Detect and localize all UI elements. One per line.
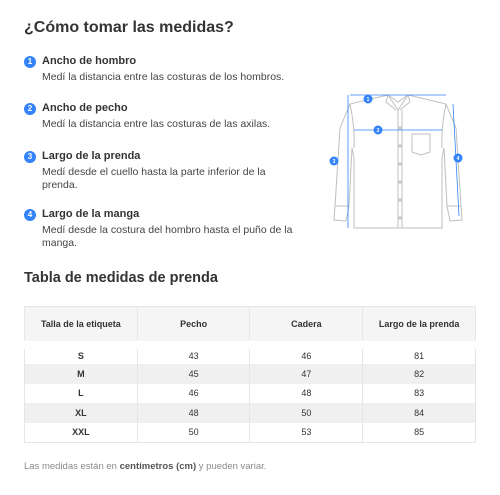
- footnote-units: centímetros (cm): [119, 461, 197, 472]
- cell-size: XL: [25, 403, 138, 423]
- cell-chest: 45: [137, 364, 250, 384]
- cell-length: 81: [363, 345, 476, 365]
- marker-2: 2: [376, 127, 380, 134]
- marker-1: 1: [366, 96, 370, 103]
- step-number-badge: 2: [24, 103, 36, 115]
- cell-chest: 43: [137, 345, 250, 365]
- footnote-text: Las medidas están en: [24, 461, 120, 472]
- column-header-chest: Pecho: [137, 307, 250, 345]
- table-row: [25, 345, 476, 365]
- cell-chest: 50: [137, 423, 250, 443]
- step-title: Ancho de hombro: [42, 55, 137, 67]
- size-table-title: Tabla de medidas de prenda: [24, 270, 218, 286]
- cell-hip: 47: [250, 364, 363, 384]
- cell-chest: 46: [137, 384, 250, 404]
- shirt-measurement-illustration: [328, 88, 468, 233]
- cell-size: L: [25, 384, 138, 404]
- table-header-row: [25, 307, 476, 345]
- step-description: Medí la distancia entre las costuras de las axilas.: [42, 118, 271, 130]
- table-row: [25, 423, 476, 443]
- page-title: ¿Cómo tomar las medidas?: [24, 19, 234, 36]
- cell-length: 84: [363, 403, 476, 423]
- cell-length: 83: [363, 384, 476, 404]
- units-footnote: [24, 461, 266, 472]
- step-title: Largo de la manga: [42, 208, 140, 220]
- cell-chest: 48: [137, 403, 250, 423]
- cell-hip: 53: [250, 423, 363, 443]
- step-number-badge: 3: [24, 151, 36, 163]
- step-title: Largo de la prenda: [42, 150, 141, 162]
- column-header-length: Largo de la prenda: [363, 307, 476, 345]
- table-row: [25, 364, 476, 384]
- step-description: Medí la distancia entre las costuras de los hombros.: [42, 71, 285, 83]
- step-description: Medí desde el cuello hasta la parte inferior de la prenda.: [42, 166, 266, 191]
- column-header-hip: Cadera: [250, 307, 363, 345]
- step-number-badge: 4: [24, 209, 36, 221]
- cell-size: M: [25, 364, 138, 384]
- marker-4: 4: [456, 155, 460, 162]
- step-title: Ancho de pecho: [42, 102, 128, 114]
- table-row: [25, 403, 476, 423]
- marker-3: 3: [332, 158, 336, 165]
- cell-hip: 50: [250, 403, 363, 423]
- footnote-text-end: y pueden variar.: [196, 461, 267, 472]
- cell-length: 85: [363, 423, 476, 443]
- cell-hip: 46: [250, 345, 363, 365]
- cell-size: XXL: [25, 423, 138, 443]
- cell-hip: 48: [250, 384, 363, 404]
- column-header-size: Talla de la etiqueta: [25, 307, 138, 345]
- step-number-badge: 1: [24, 56, 36, 68]
- cell-size: S: [25, 345, 138, 365]
- table-row: [25, 384, 476, 404]
- cell-length: 82: [363, 364, 476, 384]
- size-table: [24, 306, 476, 443]
- step-description: Medí desde la costura del hombro hasta el puño de la manga.: [42, 224, 293, 249]
